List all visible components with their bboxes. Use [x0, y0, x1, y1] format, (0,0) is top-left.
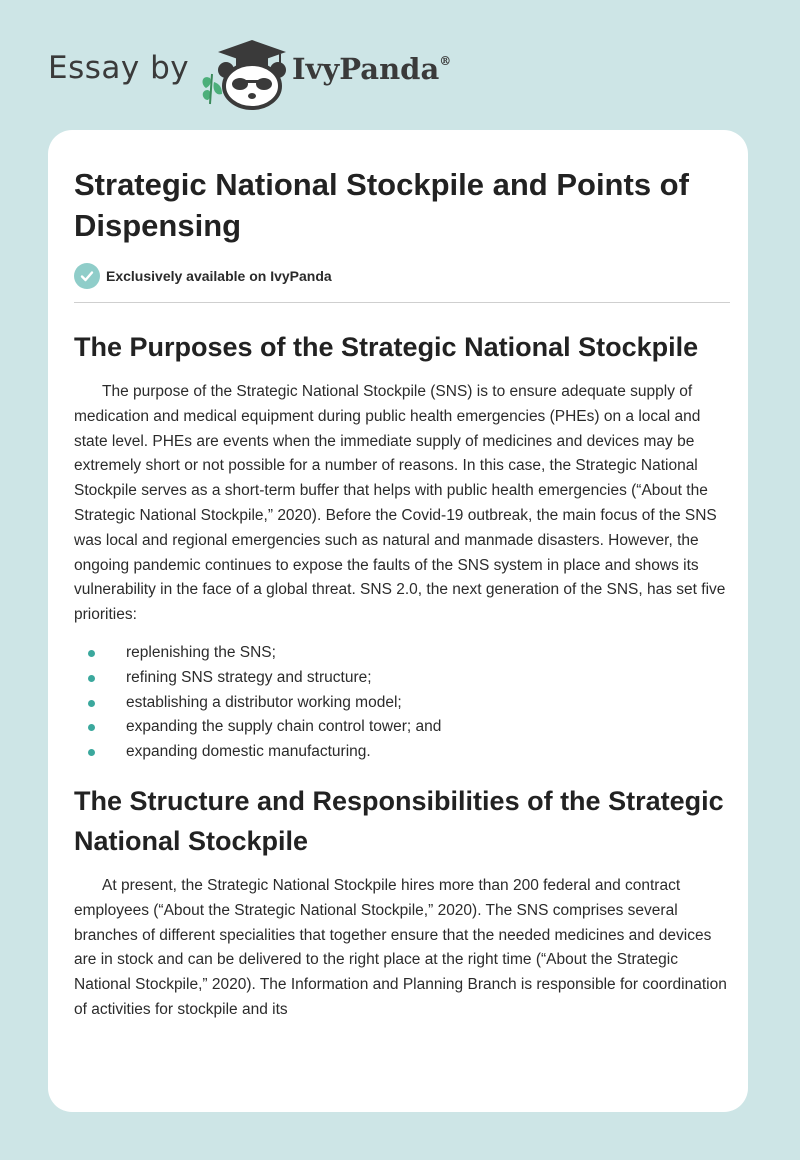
article-card [48, 130, 748, 1112]
article-content [74, 164, 730, 1023]
list-item: expanding the supply chain control tower; and [74, 715, 730, 740]
list-item: replenishing the SNS; [74, 641, 730, 666]
brand-prefix: Essay by [48, 50, 190, 86]
brand-name[interactable] [292, 52, 451, 86]
priorities-list [74, 641, 730, 765]
exclusive-badge-label: Exclusively available on IvyPanda [106, 268, 332, 284]
page-title: Strategic National Stockpile and Points of Dispensing [74, 167, 689, 243]
list-item: expanding domestic manufacturing. [74, 740, 730, 765]
list-item: refining SNS strategy and structure; [74, 666, 730, 691]
section-paragraph-purposes: The purpose of the Strategic National Stockpile (SNS) is to ensure adequate supply of medication and medical equipment during public health emergencies (PHEs) on a local and state level. PHEs are events when the immediate supply of medicines and devices may be extremely short or not possible for a number of reasons. In this case, the Strategic National Stockpile serves as a short-term buffer that helps with public health emergencies (“About the Strategic National Stockpile,” 2020). Before the Covid-19 outbreak, the main focus of the SNS was local and regional emergencies such as natural and manmade disasters. However, the ongoing pandemic continues to expose the faults of the SNS system in place and shows its vulnerability in the face of a global threat. SNS 2.0, the next generation of the SNS, has set five priorities: [74, 383, 726, 624]
check-circle-icon [74, 263, 100, 289]
ivypanda-logo-icon[interactable] [196, 34, 288, 110]
section-paragraph-structure: At present, the Strategic National Stockpile hires more than 200 federal and contract employees (“About the Strategic National Stockpile,” 2020). The SNS comprises several branches of different specialities that together ensure that the needed medicines and devices are in stock and can be delivered to the right place at the right time (“About the Strategic National Stockpile,” 2020). The Information and Planning Branch is responsible for coordination of activities for stockpile and its [74, 876, 727, 1018]
title-divider [74, 302, 730, 303]
section-heading-purposes: The Purposes of the Strategic National Stockpile [74, 332, 699, 362]
brand-name-text: IvyPanda [292, 52, 440, 86]
site-header [0, 0, 800, 130]
trademark-symbol: ® [439, 54, 452, 68]
exclusive-badge [74, 262, 730, 290]
list-item: establishing a distributor working model; [74, 691, 730, 716]
section-heading-structure: The Structure and Responsibilities of the Strategic National Stockpile [74, 785, 724, 856]
